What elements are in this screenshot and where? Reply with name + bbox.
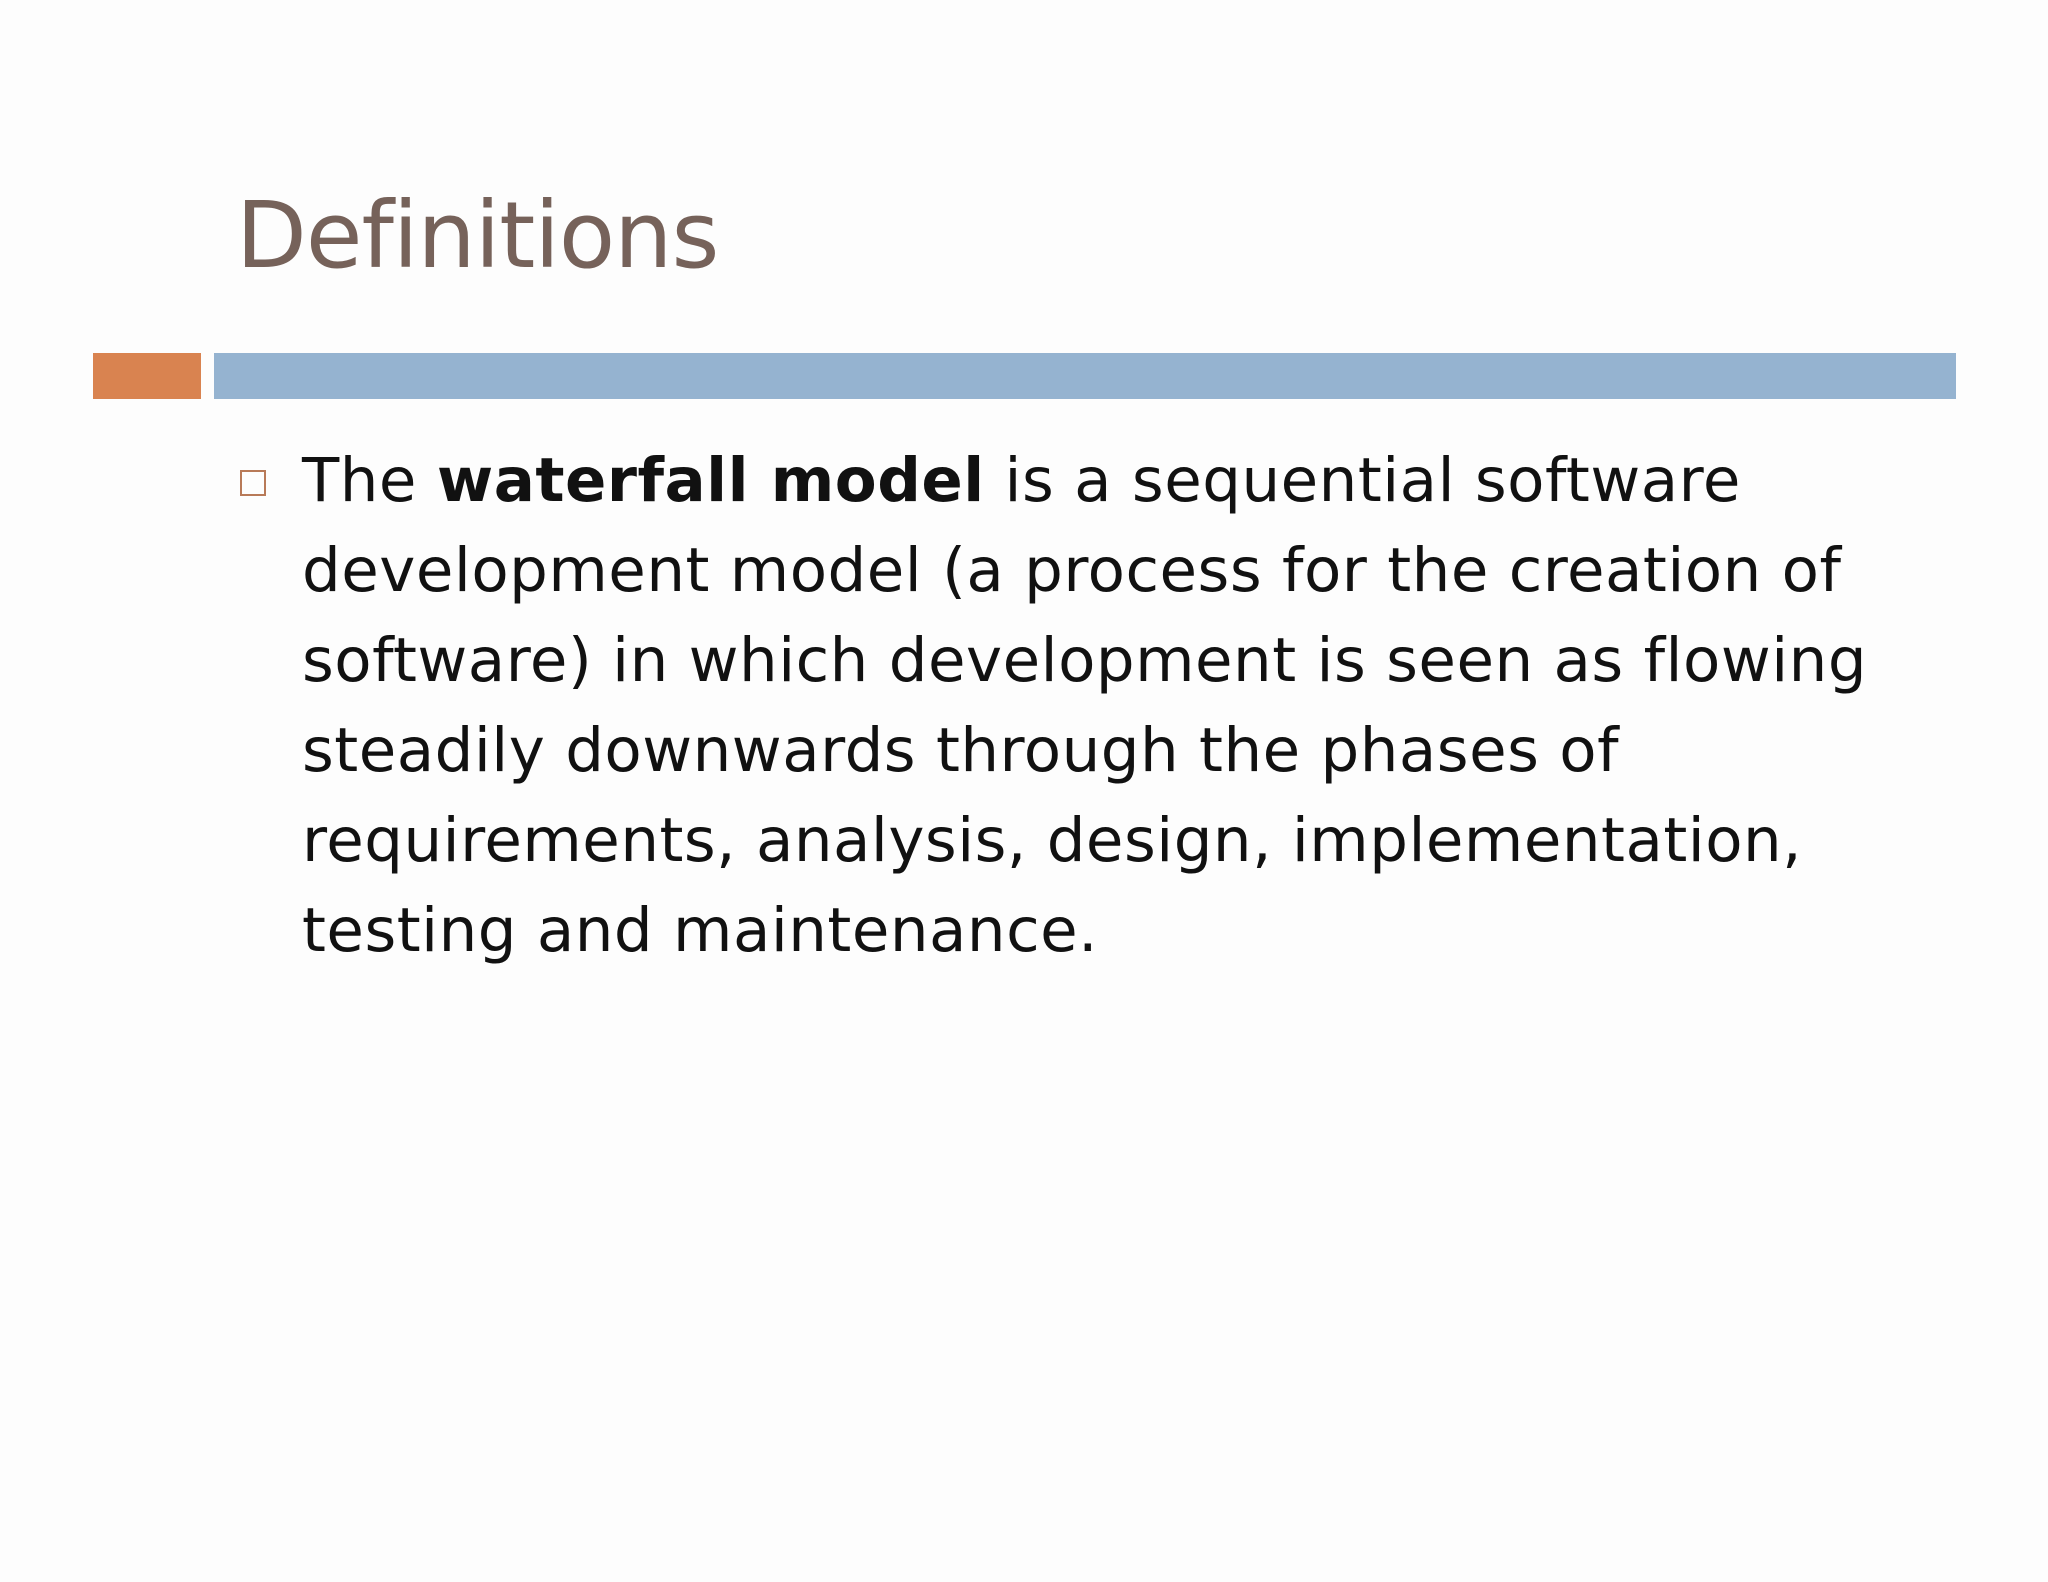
bullet-intro: The: [302, 445, 437, 516]
bullet-line-1-rest: is a sequential software: [984, 445, 1741, 516]
bullet-line-3: software) in which development is seen as flowing: [302, 625, 1868, 696]
slide-title: Definitions: [236, 182, 719, 289]
bullet-line-6: testing and maintenance.: [302, 895, 1099, 966]
bullet-text: [302, 436, 1868, 976]
bullet-line-4: steadily downwards through the phases of: [302, 715, 1620, 786]
bullet-line-2: development model (a process for the creation of: [302, 535, 1842, 606]
hollow-square-bullet-icon: [240, 470, 266, 496]
bullet-line-1: [302, 436, 1782, 526]
accent-bar-orange: [93, 353, 201, 399]
bullet-line-5: requirements, analysis, design, implementation,: [302, 805, 1803, 876]
accent-bar-blue: [214, 353, 1956, 399]
bold-term: waterfall model: [436, 445, 985, 516]
